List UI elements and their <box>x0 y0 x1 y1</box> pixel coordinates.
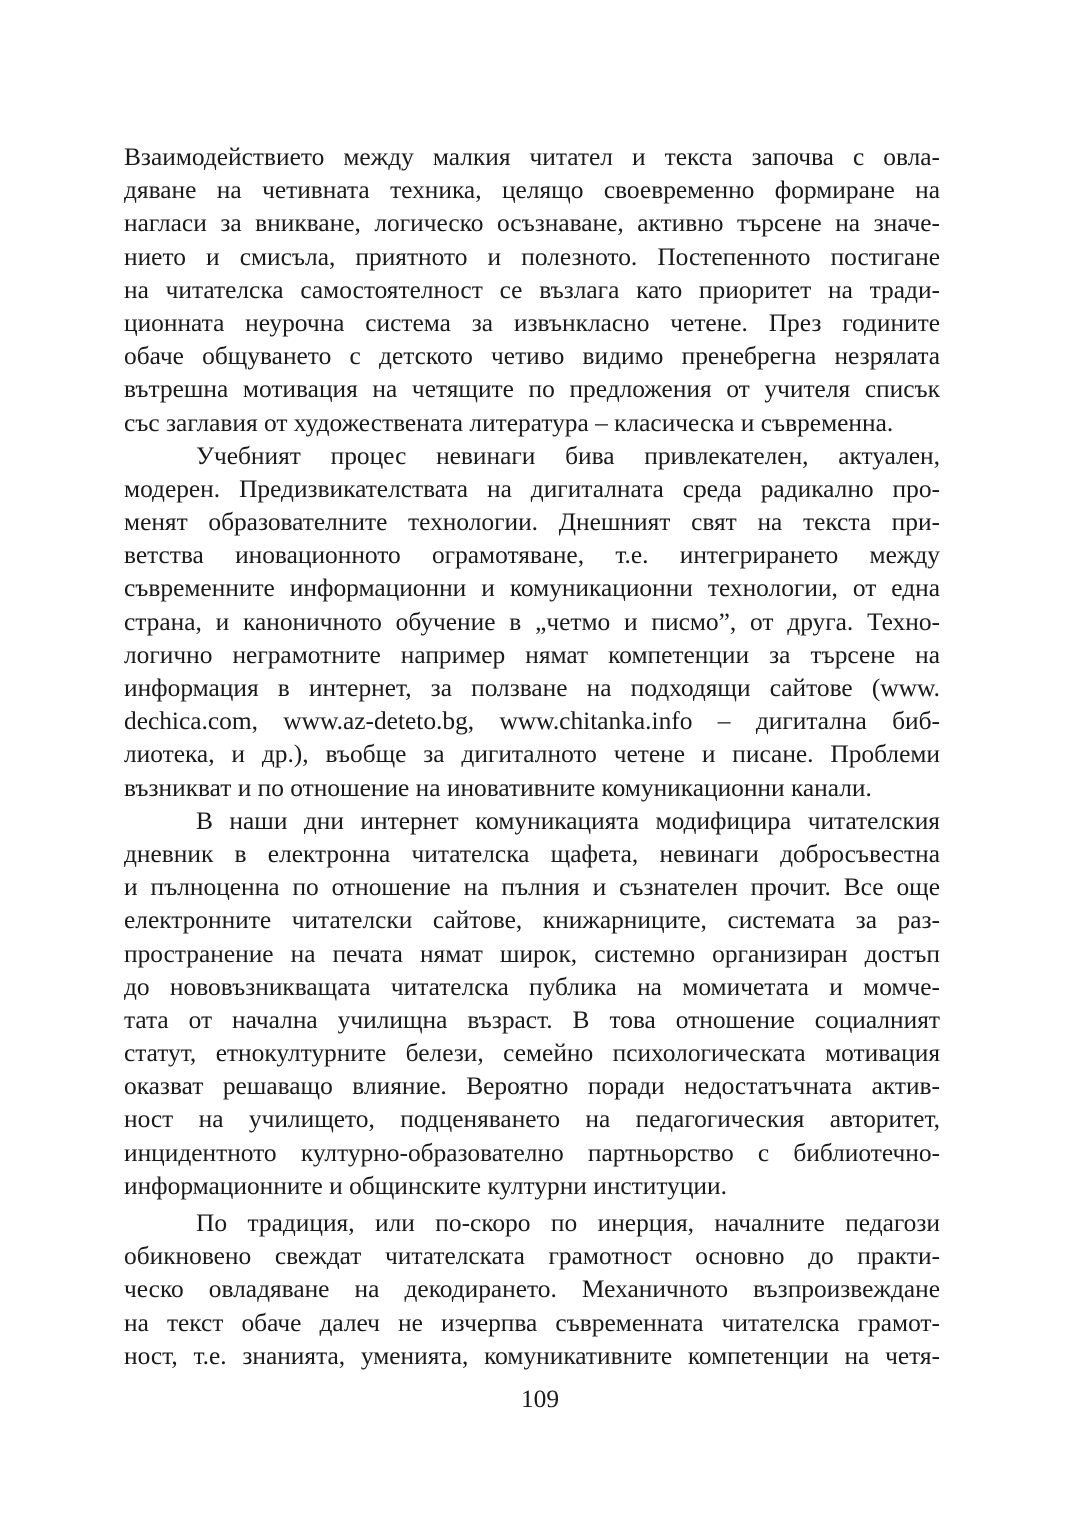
text-line: ност на училището, подценяването на педагогическия авторитет, <box>124 1105 940 1134</box>
text-line: електронните читателски сайтове, книжарниците, системата за раз- <box>124 906 940 935</box>
paragraph <box>124 805 940 1203</box>
text-line: оказват решаващо влияние. Вероятно поради недостатъчната актив- <box>124 1072 940 1101</box>
text-line: статут, етнокултурните белези, семейно психологическата мотивация <box>124 1039 940 1068</box>
text-line: dechica.com, www.az-deteto.bg, www.chitanka.info – дигитална биб- <box>124 707 940 736</box>
text-line: В наши дни интернет комуникацията модифицира читателския <box>196 806 940 835</box>
text-line: информация в интернет, за ползване на подходящи сайтове (www. <box>124 674 940 702</box>
text-line: страна, и каноничното обучение в „четмо и писмо”, от друга. Техно- <box>124 607 940 636</box>
text-line: обаче общуването с детското четиво видимо пренебрегна незрялата <box>124 342 940 371</box>
text-line: Учебният процес невинаги бива привлекателен, актуален, <box>196 441 940 470</box>
paragraph <box>124 141 940 440</box>
text-line: тата от начална училищна възраст. В това отношение социалният <box>124 1005 940 1034</box>
text-line: на текст обаче далеч не изчерпва съвременната читателска грамот- <box>124 1308 940 1337</box>
text-line: нието и смисъла, приятното и полезното. Постепенното постигане <box>124 242 940 271</box>
text-line: ционната неурочна система за извънкласно четене. През годините <box>124 308 940 337</box>
page-body <box>124 141 940 1373</box>
text-line: модерен. Предизвикателствата на дигиталната среда радикално про- <box>124 474 940 503</box>
page-number: 109 <box>520 1385 560 1413</box>
text-line: пространение на печата нямат широк, системно организиран достъп <box>124 939 940 968</box>
text-line: нагласи за вникване, логическо осъзнаване, активно търсене на значе- <box>124 209 940 238</box>
text-line: вътрешна мотивация на четящите по предложения от учителя списък <box>124 375 940 404</box>
paragraph <box>124 1207 940 1373</box>
text-line: дяване на четивната техника, целящо своевременно формиране на <box>124 176 940 205</box>
paragraph <box>124 440 940 805</box>
text-line: възникват и по отношение на иновативните комуникационни канали. <box>124 773 872 802</box>
text-line: до нововъзникващата читателска публика на момичетата и момче- <box>124 972 940 1001</box>
text-line: логично неграмотните например нямат компетенции за търсене на <box>124 640 940 669</box>
text-line: дневник в електронна читателска щафета, невинаги добросъвестна <box>124 839 940 868</box>
text-line: ветства иновационното ограмотяване, т.е. интегрирането между <box>124 541 940 570</box>
text-line: на читателска самостоятелност се възлага като приоритет на тради- <box>124 275 940 304</box>
text-line: ческо овладяване на декодирането. Механичното възпроизвеждане <box>124 1275 940 1304</box>
text-line: съвременните информационни и комуникационни технологии, от една <box>124 574 940 603</box>
text-line: информационните и общинските културни институции. <box>124 1171 727 1200</box>
text-line: и пълноценна по отношение на пълния и съзнателен прочит. Все още <box>124 873 940 902</box>
text-line: обикновено свеждат читателската грамотност основно до практи- <box>124 1242 940 1271</box>
text-line: лиотека, и др.), въобще за дигиталното четене и писане. Проблеми <box>124 740 940 769</box>
text-line: ност, т.е. знанията, уменията, комуникативните компетенции на четя- <box>124 1341 940 1370</box>
text-line: менят образователните технологии. Днешният свят на текста при- <box>124 508 940 537</box>
text-line: инцидентното културно-образователно партньорство с библиотечно- <box>124 1138 940 1167</box>
text-line: Взаимодействието между малкия читател и текста започва с овла- <box>124 143 940 171</box>
text-line: със заглавия от художествената литература – класическа и съвременна. <box>124 408 894 437</box>
text-line: По традиция, или по-скоро по инерция, началните педагози <box>196 1209 940 1237</box>
